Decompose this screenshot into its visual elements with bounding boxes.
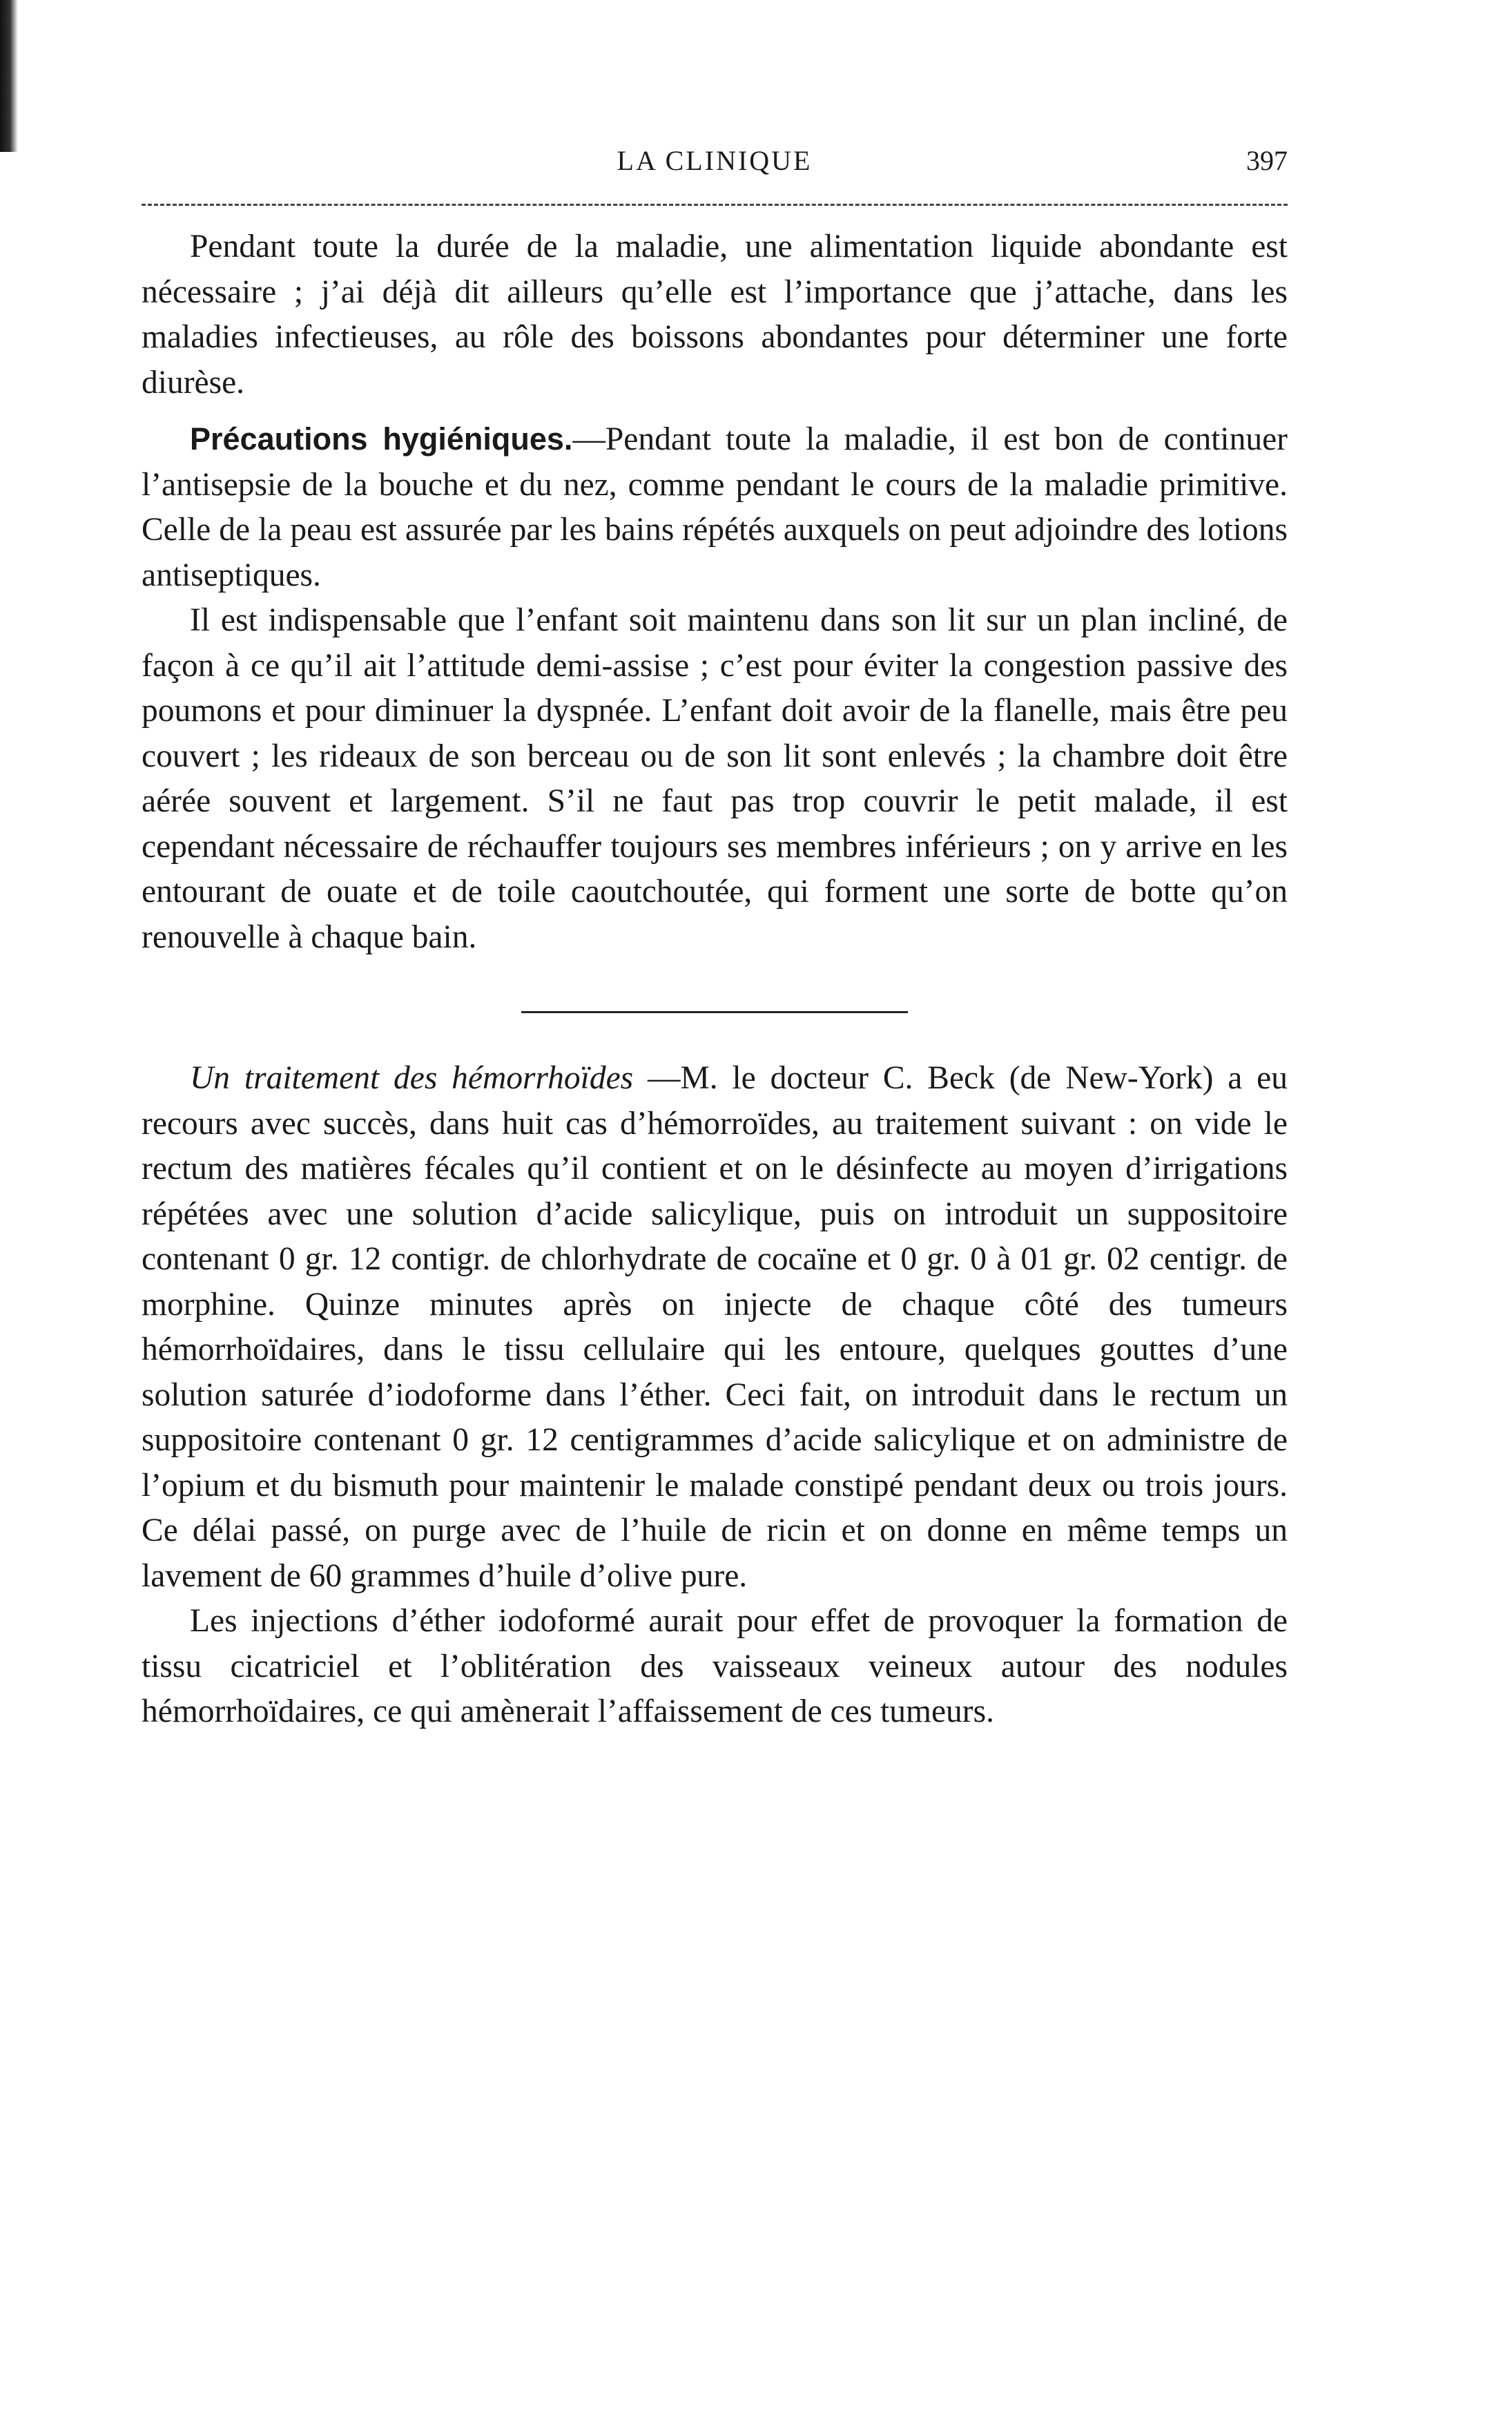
binding-shadow bbox=[0, 0, 18, 152]
running-header bbox=[142, 135, 1288, 197]
paragraph-precautions bbox=[142, 416, 1288, 598]
page-number: 397 bbox=[1246, 145, 1288, 176]
book-page bbox=[142, 135, 1288, 1735]
section-heading-precautions: Précautions hygiéniques. bbox=[190, 421, 573, 457]
article-body bbox=[142, 224, 1288, 1735]
header-divider bbox=[142, 204, 1288, 206]
paragraph-alimentation bbox=[142, 224, 1288, 405]
paragraph-traitement-text: —M. le docteur C. Beck (de New-York) a eu recours avec succès, dans huit cas d’hémorroïdes, au traitement suivant : on vide le rectum des matières fécales qu’il contient et on le désinfecte au moyen d’irrigations répétées avec une solution d’acide salicylique, puis on introduit un suppositoire contenant 0 gr. 12 contigr. de chlorhydrate de cocaïne et 0 gr. 0 à 01 gr. 02 centigr. de morphine. Quinze minutes après on injecte de chaque côté des tumeurs hémorrhoïdaires, dans le tissu cellulaire qui les entoure, quelques gouttes d’une solution saturée d’iodoforme dans l’éther. Ceci fait, on introduit dans le rectum un suppositoire contenant 0 gr. 12 centigrammes d’acide salicylique et on administre de l’opium et du bismuth pour maintenir le malade constipé pendant deux ou trois jours. Ce délai passé, on purge avec de l’huile de ricin et on donne en même temps un lavement de 60 grammes d’huile d’olive pure. bbox=[142, 1060, 1288, 1594]
paragraph-position bbox=[142, 598, 1288, 960]
paragraph-alimentation-text: Pendant toute la durée de la maladie, une alimentation liquide abondante est nécessaire ; j’ai déjà dit ailleurs qu’elle est l’importance que j’attache, dans les maladies infectieuses, au rôle des boissons abondantes pour déterminer une forte diurèse. bbox=[142, 229, 1288, 401]
running-title: LA CLINIQUE bbox=[617, 145, 813, 176]
paragraph-position-text: Il est indispensable que l’enfant soit maintenu dans son lit sur un plan incliné, de façon à ce qu’il ait l’attitude demi-assise ; c’est pour éviter la congestion passive des poumons et pour diminuer la dyspnée. L’enfant doit avoir de la flanelle, mais être peu couvert ; les rideaux de son berceau ou de son lit sont enlevés ; la chambre doit être aérée souvent et largement. S’il ne faut pas trop couvrir le petit malade, il est cependant nécessaire de réchauffer toujours ses membres inférieurs ; on y arrive en les entourant de ouate et de toile caoutchoutée, qui forment une sorte de botte qu’on renouvelle à chaque bain. bbox=[142, 602, 1288, 955]
paragraph-traitement bbox=[142, 1056, 1288, 1599]
paragraph-injections-text: Les injections d’éther iodoformé aurait pour effet de provoquer la formation de tissu cicatriciel et l’oblitération des vaisseaux veineux autour des nodules hémorrhoïdaires, ce qui amènerait l’affaissement de ces tumeurs. bbox=[142, 1603, 1288, 1729]
section-heading-hemorrhoides: Un traitement des hémorrhoïdes bbox=[190, 1060, 634, 1096]
section-separator bbox=[521, 1011, 908, 1013]
paragraph-precautions-text: —Pendant toute la maladie, il est bon de continuer l’antisepsie de la bouche et du nez, comme pendant le cours de la maladie primitive. Celle de la peau est assurée par les bains répétés auxquels on peut adjoindre des lotions antiseptiques. bbox=[142, 421, 1288, 593]
paragraph-injections bbox=[142, 1599, 1288, 1735]
